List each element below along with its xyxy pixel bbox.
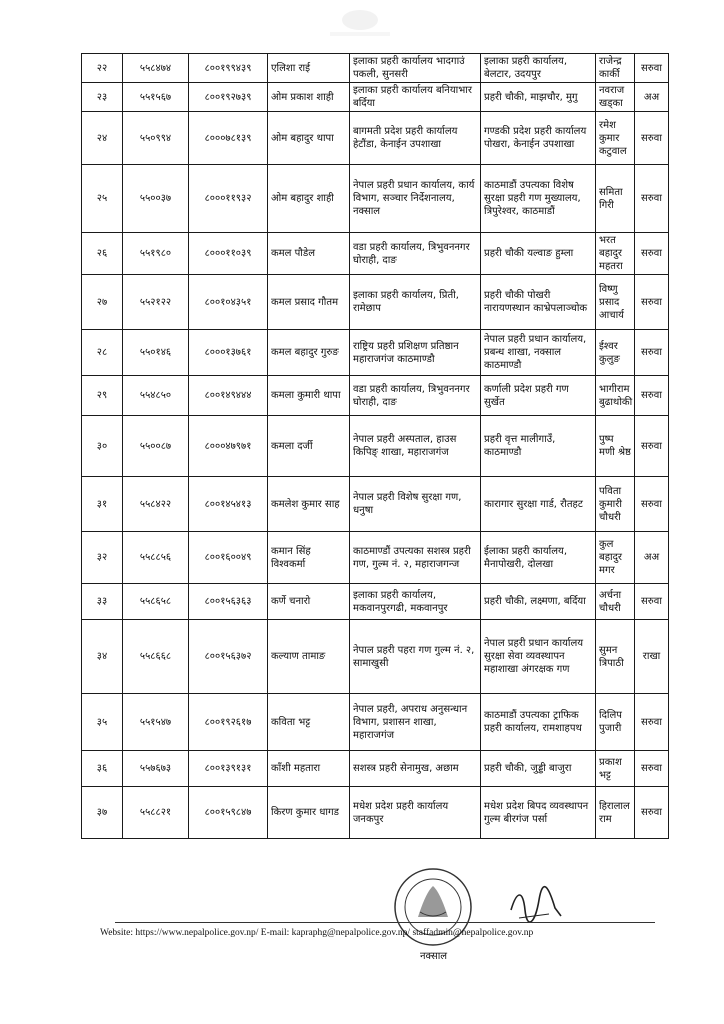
code-cell: ८०००७८१३९ bbox=[189, 112, 268, 165]
name-cell: कल्याण तामाङ bbox=[268, 620, 350, 694]
table-row bbox=[82, 83, 669, 112]
recommender-cell: नवराज खड्का bbox=[596, 83, 635, 112]
id-cell: ५५००३७ bbox=[123, 165, 189, 233]
name-cell: काँशी महतारा bbox=[268, 751, 350, 787]
table-row bbox=[82, 584, 669, 620]
new-office-cell: गण्डकी प्रदेश प्रहरी कार्यालय पोखरा, केनाईन उपशाखा bbox=[481, 112, 596, 165]
table-row bbox=[82, 751, 669, 787]
serial-cell: ३० bbox=[82, 416, 123, 477]
name-cell: एलिशा राई bbox=[268, 54, 350, 83]
name-cell: कविता भट्ट bbox=[268, 694, 350, 751]
code-cell: ८००१४५४१३ bbox=[189, 477, 268, 532]
code-cell: ८००१०४३५१ bbox=[189, 275, 268, 330]
recommender-cell: हिरालाल राम bbox=[596, 787, 635, 839]
id-cell: ५५१९८० bbox=[123, 233, 189, 275]
id-cell: ५५८४२२ bbox=[123, 477, 189, 532]
recommender-cell: समिता गिरी bbox=[596, 165, 635, 233]
id-cell: ५५४८५० bbox=[123, 376, 189, 416]
name-cell: ओम बहादुर शाही bbox=[268, 165, 350, 233]
new-office-cell: इलाका प्रहरी कार्यालय, बेलटार, उदयपुर bbox=[481, 54, 596, 83]
current-office-cell: नेपाल प्रहरी, अपराध अनुसन्धान विभाग, प्रशासन शाखा, महाराजगंज bbox=[350, 694, 481, 751]
current-office-cell: सशस्त्र प्रहरी सेनामुख, अछाम bbox=[350, 751, 481, 787]
new-office-cell: प्रहरी चौकी यल्वाङ हुम्ला bbox=[481, 233, 596, 275]
table-row bbox=[82, 532, 669, 584]
table-row bbox=[82, 112, 669, 165]
serial-cell: २९ bbox=[82, 376, 123, 416]
code-cell: ८०००११९३२ bbox=[189, 165, 268, 233]
status-cell: सरुवा bbox=[635, 275, 669, 330]
current-office-cell: नेपाल प्रहरी पहरा गण गुल्म नं. २, सामाखुसी bbox=[350, 620, 481, 694]
status-cell: सरुवा bbox=[635, 416, 669, 477]
serial-cell: २६ bbox=[82, 233, 123, 275]
name-cell: कमला कुमारी थापा bbox=[268, 376, 350, 416]
new-office-cell: कर्णाली प्रदेश प्रहरी गण सुर्खेत bbox=[481, 376, 596, 416]
status-cell: सरुवा bbox=[635, 751, 669, 787]
serial-cell: ३३ bbox=[82, 584, 123, 620]
table-row bbox=[82, 477, 669, 532]
new-office-cell: नेपाल प्रहरी प्रधान कार्यालय, प्रबन्ध शाखा, नक्साल काठमाण्डौ bbox=[481, 330, 596, 376]
id-cell: ५५७६७३ bbox=[123, 751, 189, 787]
id-cell: ५५०१४६ bbox=[123, 330, 189, 376]
new-office-cell: प्रहरी चौकी पोखरी नारायणस्थान काभ्रेपलाञ्चोक bbox=[481, 275, 596, 330]
footer-place: नक्साल bbox=[420, 951, 448, 962]
recommender-cell: दिलिप पुजारी bbox=[596, 694, 635, 751]
name-cell: कमल बहादुर गुरुङ bbox=[268, 330, 350, 376]
signature-icon bbox=[505, 880, 565, 928]
status-cell: राखा bbox=[635, 620, 669, 694]
table-row bbox=[82, 416, 669, 477]
current-office-cell: नेपाल प्रहरी अस्पताल, हाउस किपिङ् शाखा, महाराजगंज bbox=[350, 416, 481, 477]
recommender-cell: पविता कुमारी चौधरी bbox=[596, 477, 635, 532]
code-cell: ८००१९२७३९ bbox=[189, 83, 268, 112]
recommender-cell: अर्चना चौधरी bbox=[596, 584, 635, 620]
new-office-cell: नेपाल प्रहरी प्रधान कार्यालय सुरक्षा सेवा व्यवस्थापन महाशाखा अंगरक्षक गण bbox=[481, 620, 596, 694]
code-cell: ८००१५९८४७ bbox=[189, 787, 268, 839]
serial-cell: २४ bbox=[82, 112, 123, 165]
recommender-cell: कुल बहादुर मगर bbox=[596, 532, 635, 584]
serial-cell: २५ bbox=[82, 165, 123, 233]
new-office-cell: प्रहरी चौकी, जुड्डी बाजुरा bbox=[481, 751, 596, 787]
status-cell: सरुवा bbox=[635, 330, 669, 376]
name-cell: कमलेश कुमार साह bbox=[268, 477, 350, 532]
current-office-cell: इलाका प्रहरी कार्यालय भादगाउं पकली, सुनसरी bbox=[350, 54, 481, 83]
id-cell: ५५८६५८ bbox=[123, 584, 189, 620]
current-office-cell: इलाका प्रहरी कार्यालय, प्रिती, रामेछाप bbox=[350, 275, 481, 330]
table-row bbox=[82, 275, 669, 330]
serial-cell: ३६ bbox=[82, 751, 123, 787]
code-cell: ८००१५६३७२ bbox=[189, 620, 268, 694]
new-office-cell: प्रहरी वृत्त मालीगाउँ, काठमाण्डौ bbox=[481, 416, 596, 477]
id-cell: ५५१५४७ bbox=[123, 694, 189, 751]
footer-divider bbox=[115, 922, 655, 923]
code-cell: ८००१९९४३९ bbox=[189, 54, 268, 83]
serial-cell: ३५ bbox=[82, 694, 123, 751]
new-office-cell: प्रहरी चौकी, माझचौर, मुगु bbox=[481, 83, 596, 112]
table-row bbox=[82, 54, 669, 83]
serial-cell: २३ bbox=[82, 83, 123, 112]
current-office-cell: काठमाण्डौं उपत्यका सशस्त्र प्रहरी गण, गुल्म नं. २, महाराजगन्ज bbox=[350, 532, 481, 584]
code-cell: ८००१६००४९ bbox=[189, 532, 268, 584]
id-cell: ५५८४७४ bbox=[123, 54, 189, 83]
recommender-cell: राजेन्द्र कार्की bbox=[596, 54, 635, 83]
new-office-cell: प्रहरी चौकी, लक्ष्मणा, बर्दिया bbox=[481, 584, 596, 620]
status-cell: सरुवा bbox=[635, 477, 669, 532]
recommender-cell: प्रकाश भट्ट bbox=[596, 751, 635, 787]
current-office-cell: इलाका प्रहरी कार्यालय बनियाभार बर्दिया bbox=[350, 83, 481, 112]
current-office-cell: मधेश प्रदेश प्रहरी कार्यालय जनकपुर bbox=[350, 787, 481, 839]
transfer-table bbox=[81, 53, 669, 839]
recommender-cell: ईश्वर कुलुङ bbox=[596, 330, 635, 376]
status-cell: सरुवा bbox=[635, 376, 669, 416]
serial-cell: ३१ bbox=[82, 477, 123, 532]
current-office-cell: नेपाल प्रहरी विशेष सुरक्षा गण, धनुषा bbox=[350, 477, 481, 532]
recommender-cell: भरत बहादुर महतरा bbox=[596, 233, 635, 275]
status-cell: सरुवा bbox=[635, 233, 669, 275]
name-cell: कमला दर्जी bbox=[268, 416, 350, 477]
current-office-cell: इलाका प्रहरी कार्यालय, मकवानपुरगढी, मकवानपुर bbox=[350, 584, 481, 620]
status-cell: सरुवा bbox=[635, 584, 669, 620]
code-cell: ८००१४९४४४ bbox=[189, 376, 268, 416]
current-office-cell: राष्ट्रिय प्रहरी प्रशिक्षण प्रतिष्ठान महाराजगंज काठमाण्डौ bbox=[350, 330, 481, 376]
code-cell: ८०००११०३९ bbox=[189, 233, 268, 275]
serial-cell: ३४ bbox=[82, 620, 123, 694]
id-cell: ५५८६६८ bbox=[123, 620, 189, 694]
status-cell: अअ bbox=[635, 83, 669, 112]
serial-cell: २७ bbox=[82, 275, 123, 330]
footer-contact: Website: https://www.nepalpolice.gov.np/ E-mail: kapraphg@nepalpolice.gov.np/ staffadmin@nepalpolice.gov.np bbox=[100, 928, 534, 938]
code-cell: ८००१५६३६३ bbox=[189, 584, 268, 620]
name-cell: कमान सिंह विश्वकर्मा bbox=[268, 532, 350, 584]
name-cell: ओम प्रकाश शाही bbox=[268, 83, 350, 112]
code-cell: ८००१९२६१७ bbox=[189, 694, 268, 751]
new-office-cell: काठमाडौं उपत्यका विशेष सुरक्षा प्रहरी गण मुख्यालय, त्रिपुरेश्वर, काठमाडौं bbox=[481, 165, 596, 233]
recommender-cell: रमेश कुमार कटुवाल bbox=[596, 112, 635, 165]
name-cell: कमल पौडेल bbox=[268, 233, 350, 275]
table-row bbox=[82, 620, 669, 694]
current-office-cell: बागमती प्रदेश प्रहरी कार्यालय हेटौंडा, केनाईन उपशाखा bbox=[350, 112, 481, 165]
table-row bbox=[82, 376, 669, 416]
id-cell: ५५०९९४ bbox=[123, 112, 189, 165]
status-cell: सरुवा bbox=[635, 694, 669, 751]
recommender-cell: विष्णु प्रसाद आचार्य bbox=[596, 275, 635, 330]
id-cell: ५५८८२१ bbox=[123, 787, 189, 839]
name-cell: ओम बहादुर थापा bbox=[268, 112, 350, 165]
code-cell: ८०००४७९७१ bbox=[189, 416, 268, 477]
new-office-cell: कारागार सुरक्षा गार्ड, रौतहट bbox=[481, 477, 596, 532]
name-cell: किरण कुमार धागड bbox=[268, 787, 350, 839]
id-cell: ५५००८७ bbox=[123, 416, 189, 477]
serial-cell: ३२ bbox=[82, 532, 123, 584]
code-cell: ८०००१३७६१ bbox=[189, 330, 268, 376]
current-office-cell: वडा प्रहरी कार्यालय, त्रिभुवननगर घोराही, दाङ bbox=[350, 233, 481, 275]
office-seal-icon bbox=[368, 862, 498, 962]
status-cell: अअ bbox=[635, 532, 669, 584]
code-cell: ८००१३९१३१ bbox=[189, 751, 268, 787]
id-cell: ५५८८५६ bbox=[123, 532, 189, 584]
status-cell: सरुवा bbox=[635, 54, 669, 83]
status-cell: सरुवा bbox=[635, 787, 669, 839]
current-office-cell: वडा प्रहरी कार्यालय, त्रिभुवननगर घोराही, दाङ bbox=[350, 376, 481, 416]
id-cell: ५५२१२२ bbox=[123, 275, 189, 330]
name-cell: कमल प्रसाद गौतम bbox=[268, 275, 350, 330]
new-office-cell: मधेश प्रदेश बिपद व्यवस्थापन गुल्म बीरगंज पर्सा bbox=[481, 787, 596, 839]
new-office-cell: काठमाडौं उपत्यका ट्राफिक प्रहरी कार्यालय, रामशाहपथ bbox=[481, 694, 596, 751]
recommender-cell: भागीराम बुढाथोकी bbox=[596, 376, 635, 416]
table-row bbox=[82, 233, 669, 275]
table-row bbox=[82, 694, 669, 751]
recommender-cell: पुष्प मणी श्रेष्ठ bbox=[596, 416, 635, 477]
table-row bbox=[82, 787, 669, 839]
name-cell: कर्णे चनारो bbox=[268, 584, 350, 620]
serial-cell: २२ bbox=[82, 54, 123, 83]
serial-cell: २८ bbox=[82, 330, 123, 376]
new-office-cell: ईलाका प्रहरी कार्यालय, मैनापोखरी, दोलखा bbox=[481, 532, 596, 584]
current-office-cell: नेपाल प्रहरी प्रधान कार्यालय, कार्य विभाग, सञ्चार निर्देशनालय, नक्साल bbox=[350, 165, 481, 233]
table-row bbox=[82, 330, 669, 376]
recommender-cell: सुमन त्रिपाठी bbox=[596, 620, 635, 694]
serial-cell: ३७ bbox=[82, 787, 123, 839]
header-emblem-icon bbox=[300, 6, 420, 44]
status-cell: सरुवा bbox=[635, 165, 669, 233]
table-row bbox=[82, 165, 669, 233]
id-cell: ५५१५६७ bbox=[123, 83, 189, 112]
status-cell: सरुवा bbox=[635, 112, 669, 165]
